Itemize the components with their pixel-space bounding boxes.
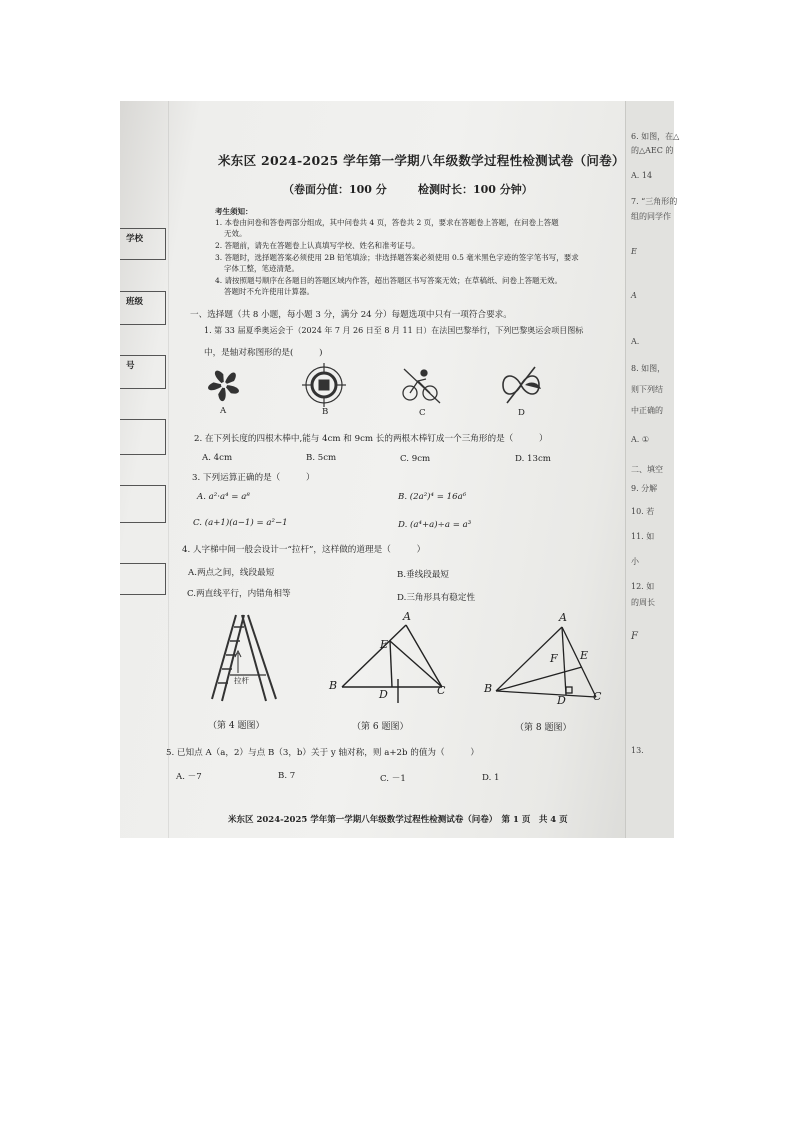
notice-line: 无效。 xyxy=(224,229,247,238)
class-label: 班级 xyxy=(126,297,144,307)
q4-option-a: A.两点之间，线段最短 xyxy=(188,568,275,578)
fig8-label-e: E xyxy=(580,649,589,662)
q1-option-label: C xyxy=(419,408,426,418)
fig6-label-d: D xyxy=(379,688,388,701)
notice-line: 字体工整，笔迹清楚。 xyxy=(224,264,299,273)
number-box xyxy=(120,355,166,389)
fig8-label-a: A xyxy=(559,611,567,624)
q2-option-d: D. 13cm xyxy=(515,454,551,464)
fig8-label-d: D xyxy=(557,694,566,707)
fig6-label-e: E xyxy=(380,638,389,651)
q5-option-a: A. －7 xyxy=(176,772,202,782)
skateboard-icon xyxy=(497,363,545,407)
score-info: （卷面分值：100 分 xyxy=(283,183,387,196)
next-page-text: 的△AEC 的 xyxy=(631,146,674,155)
next-page-text: 8. 如图， xyxy=(631,364,666,373)
next-page-text: 组的同学作 xyxy=(631,212,671,221)
fig6-label-c: C xyxy=(437,684,446,697)
q2-option-c: C. 9cm xyxy=(400,454,431,464)
next-page-text: 的周长 xyxy=(631,598,655,607)
next-page-strip xyxy=(625,101,680,838)
next-page-text: 11. 如 xyxy=(631,532,655,541)
class-box xyxy=(120,291,166,325)
next-page-text: 13. xyxy=(631,746,644,755)
q5-option-b: B. 7 xyxy=(278,771,296,781)
q2-option-a: A. 4cm xyxy=(202,453,233,463)
q5-stem: 5. 已知点 A（a，2）与点 B（3，b）关于 y 轴对称，则 a+2b 的值为（ ） xyxy=(166,748,479,758)
next-page-text: 9. 分解 xyxy=(631,484,658,493)
next-page-text: A. 14 xyxy=(631,171,653,180)
q5-option-c: C. －1 xyxy=(380,774,406,784)
next-page-text: E xyxy=(631,247,637,256)
fig6-label-b: B xyxy=(329,679,338,692)
fig8-label-b: B xyxy=(484,682,493,695)
next-page-text: 中正确的 xyxy=(631,406,663,415)
next-page-text: F xyxy=(631,631,638,642)
next-page-text: 6. 如图，在△ xyxy=(631,132,680,141)
ladder-figure xyxy=(208,611,288,707)
notice-heading: 考生须知： xyxy=(215,207,253,216)
q2-option-b: B. 5cm xyxy=(306,453,337,463)
q5-option-d: D. 1 xyxy=(482,773,500,783)
q4-option-c: C.两直线平行，内错角相等 xyxy=(187,589,291,599)
next-page-text: 10. 若 xyxy=(631,507,655,516)
q1-stem: 1. 第 33 届夏季奥运会于（2024 年 7 月 26 日至 8 月 11 日）在法国巴黎举行，下列巴黎奥运会项目图标 xyxy=(204,326,584,335)
triangle-figure-8 xyxy=(492,623,604,707)
q1-stem: 中，是轴对称图形的是( ) xyxy=(204,348,323,358)
time-info: 检测时长：100 分钟） xyxy=(418,183,533,196)
school-box xyxy=(120,228,166,260)
q4-option-d: D.三角形具有稳定性 xyxy=(397,593,476,603)
q1-option-label: D xyxy=(518,408,525,418)
rod-label: 拉杆 xyxy=(234,676,249,685)
notice-line: 3. 答题时，选择题答案必须使用 2B 铅笔填涂；非选择题答案必须使用 0.5 毫米黑色字迹的签字笔书写，要求 xyxy=(215,253,579,262)
figure-4-caption: （第 4 题图） xyxy=(208,721,265,731)
next-page-text: A. ① xyxy=(631,435,650,444)
fig8-label-f: F xyxy=(550,652,558,665)
notice-line: 4. 请按照题号顺序在各题目的答题区域内作答，超出答题区书写答案无效；在草稿纸、问卷上答题无效。 xyxy=(215,276,563,285)
q4-option-b: B.垂线段最短 xyxy=(397,570,450,580)
q3-option-c: C. (a+1)(a−1) = a²−1 xyxy=(193,518,288,528)
q3-option-a: A. a²·a⁴ = a⁸ xyxy=(197,492,250,502)
q2-stem: 2. 在下列长度的四根木棒中,能与 4cm 和 9cm 长的两根木棒钉成一个三角形的是（ ） xyxy=(194,434,548,444)
section-heading: 一、选择题（共 8 小题，每小题 3 分，满分 24 分）每题选项中只有一项符合要求。 xyxy=(190,310,512,320)
q3-option-b: B. (2a²)⁴ = 16a⁶ xyxy=(398,492,467,502)
seat-box xyxy=(120,485,166,523)
next-page-text: 小 xyxy=(631,557,639,566)
fold-line xyxy=(168,101,169,838)
school-label: 学校 xyxy=(126,234,144,244)
notice-line: 1. 本卷由问卷和答卷两部分组成，其中问卷共 4 页，答卷共 2 页，要求在答题卷上答题，在问卷上答题 xyxy=(215,218,559,227)
name-box xyxy=(120,419,166,455)
notice-line: 2. 答题前，请先在答题卷上认真填写学校、姓名和准考证号。 xyxy=(215,241,420,250)
q1-option-label: A xyxy=(220,406,227,416)
q3-option-d: D. (a⁴+a)÷a = a³ xyxy=(398,520,472,530)
q4-stem: 4. 人字梯中间一般会设计一“拉杆”，这样做的道理是（ ） xyxy=(182,545,426,555)
notice-line: 答题时不允许使用计算器。 xyxy=(224,287,314,296)
room-box xyxy=(120,563,166,595)
photo-frame xyxy=(120,101,680,838)
number-label: 号 xyxy=(126,361,135,371)
figure-6-caption: （第 6 题图） xyxy=(352,722,409,732)
figure-8-caption: （第 8 题图） xyxy=(515,723,572,733)
next-page-text: 12. 如 xyxy=(631,582,655,591)
fig8-label-c: C xyxy=(593,690,602,703)
fig6-label-a: A xyxy=(403,610,411,623)
page-footer: 米东区 2024-2025 学年第一学期八年级数学过程性检测试卷（问卷） 第 1 页 共 4 页 xyxy=(228,815,568,825)
target-icon xyxy=(301,363,347,407)
next-page-text: A xyxy=(631,291,637,300)
next-page-text: 则下列结 xyxy=(631,385,663,394)
next-page-text: A. xyxy=(631,337,640,346)
page-title: 米东区 2024-2025 学年第一学期八年级数学过程性检测试卷（问卷） xyxy=(218,153,625,168)
cycling-icon xyxy=(400,365,444,407)
q1-option-label: B xyxy=(322,407,329,417)
pinwheel-icon xyxy=(202,363,246,407)
next-page-text: 7. “三角形的 xyxy=(631,197,678,206)
q3-stem: 3. 下列运算正确的是（ ） xyxy=(192,473,315,483)
next-page-text: 二、填空 xyxy=(631,465,663,474)
